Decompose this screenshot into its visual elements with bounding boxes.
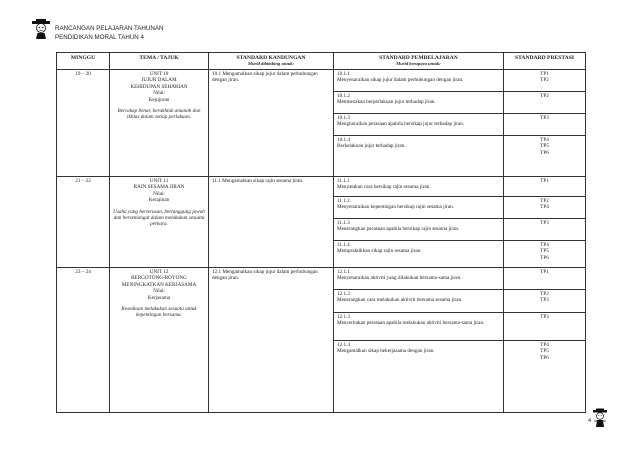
learning-standard-code: 10.1.4 <box>337 137 350 143</box>
performance-standard-item <box>504 70 585 92</box>
header-tema: TEMA / TAJUK <box>110 53 209 70</box>
performance-level: TP5 <box>540 143 549 150</box>
learning-standard-item <box>334 177 503 197</box>
performance-standard-item <box>504 313 585 341</box>
value-name: Kejujuran <box>148 96 170 103</box>
learning-standard-code: 11.1.4 <box>337 242 350 248</box>
learning-standard-item <box>334 219 503 241</box>
unit-title-1: BERGOTONG-ROYONG <box>131 275 187 282</box>
page-header <box>30 20 163 50</box>
performance-level: TP6 <box>540 149 549 156</box>
learning-standard-code: 11.1.1 <box>337 178 350 184</box>
header-standard-pembelajaran: STANDARD PEMBELAJARAN Murid berupaya untuk: <box>334 53 504 70</box>
header-standard-prestasi: STANDARD PRESTASI <box>504 53 586 70</box>
content-standard-cell: 11.1 Mengamalkan sikap rajin sesama jiran. <box>209 177 334 268</box>
performance-standard-item <box>504 114 585 136</box>
performance-standard-cell <box>504 268 586 413</box>
page-footer <box>588 408 608 428</box>
learning-standard-code: 10.1.3 <box>337 115 350 121</box>
value-description: Bercakap benar, berakhlak amanah dan ikhlas dalam setiap perlakuan. <box>117 108 201 121</box>
performance-standard-item <box>504 136 585 166</box>
value-label: Nilai: <box>153 288 165 295</box>
learning-standard-code: 12.1.3 <box>337 314 350 320</box>
learning-standard-item <box>334 92 503 114</box>
learning-standard-code: 12.1.2 <box>337 291 350 297</box>
week-cell: 19 – 20 <box>57 70 110 177</box>
performance-level: TP2 <box>540 291 549 297</box>
header-standard-kandungan: STANDARD KANDUNGAN Murid dibimbing untuk: <box>209 53 334 70</box>
value-label: Nilai: <box>153 90 165 97</box>
header-line2: PENDIDIKAN MORAL TAHUN 4 <box>55 34 144 41</box>
student-mascot-icon <box>592 408 608 428</box>
learning-standard-code: 11.1.3 <box>337 220 350 226</box>
table-row <box>57 177 586 268</box>
value-label: Nilai: <box>153 190 165 197</box>
performance-level: TP4 <box>540 342 549 348</box>
learning-standard-item <box>334 136 503 166</box>
learning-standard-text: Menyatakan cara bersikap rajin sesama jiran. <box>337 184 431 191</box>
learning-standard-text: Menyenaraikan aktiviti yang dilakukan bersama-sama jiran. <box>337 275 462 282</box>
performance-standard-cell <box>504 70 586 177</box>
performance-standard-item <box>504 241 585 267</box>
unit-title-2: MENINGKATKAN KERJASAMA <box>121 281 197 288</box>
performance-level: TP4 <box>540 137 549 143</box>
unit-title-2: KEHIDUPAN SEHARIAN <box>130 83 188 90</box>
theme-cell <box>110 268 209 413</box>
learning-standard-item <box>334 114 503 136</box>
learning-standard-text: Menerangkan perasaan apabila bersikap rajin sesama jiran. <box>337 226 460 233</box>
theme-cell <box>110 177 209 268</box>
learning-standard-code: 10.1.2 <box>337 93 350 99</box>
content-standard-cell: 12.1 Mengamalkan sikap jujur dalam perhubungan dengan jiran. <box>209 268 334 413</box>
performance-level: TP5 <box>540 248 549 255</box>
learning-standard-item <box>334 197 503 219</box>
performance-level: TP1 <box>540 71 549 77</box>
unit-label: UNIT 12 <box>149 269 169 275</box>
performance-level: TP4 <box>540 204 549 211</box>
performance-level: TP3 <box>540 115 549 121</box>
content-standard-cell: 10.1 Mengamalkan sikap jujur dalam perhubungan dengan jiran. <box>209 70 334 177</box>
learning-standard-text: Mengamalkan sikap bekerjasama dengan jiran. <box>337 348 435 355</box>
performance-level: TP2 <box>540 93 549 99</box>
value-name: Kerjasama <box>147 294 171 301</box>
performance-level: TP3 <box>540 314 549 320</box>
performance-standard-item <box>504 219 585 241</box>
unit-title-1: RAIN SESAMA JIRAN <box>133 184 185 191</box>
learning-standard-text: Menerangkan cara melakukan aktiviti bersama sesama jiran. <box>337 297 463 304</box>
week-cell: 23 – 24 <box>57 268 110 413</box>
unit-label: UNIT 10 <box>149 71 169 77</box>
learning-standard-text: Menyenaraikan kepentingan bersikap rajin sesama jiran. <box>337 204 454 211</box>
performance-level: TP6 <box>540 354 549 361</box>
unit-label: UNIT 11 <box>149 178 169 184</box>
table-row <box>57 70 586 177</box>
learning-standard-text: Membezakan berperlakuan jujur terhadap jiran. <box>337 99 436 106</box>
table-header-row <box>57 53 586 70</box>
learning-standard-text: Berkelakuan jujur terhadap jiran. <box>337 143 406 150</box>
learning-standard-item <box>334 313 503 341</box>
learning-standard-code: 11.1.2 <box>337 198 350 204</box>
performance-level: TP3 <box>540 220 549 226</box>
performance-standard-item <box>504 341 585 375</box>
performance-level: TP5 <box>540 348 549 355</box>
learning-standard-item <box>334 241 503 267</box>
learning-standard-cell <box>334 70 504 177</box>
learning-standard-cell <box>334 177 504 268</box>
performance-standard-item <box>504 268 585 290</box>
performance-standard-item <box>504 197 585 219</box>
lesson-plan-table <box>56 52 586 413</box>
learning-standard-code: 12.1.1 <box>337 269 350 275</box>
performance-standard-item <box>504 92 585 114</box>
learning-standard-code: 12.1.4 <box>337 342 350 348</box>
performance-level: TP1 <box>540 178 549 184</box>
value-description: Usaha yang berterusan, bertanggung jawab dan bersemangat dalam melakukan sesuatu perkara. <box>113 208 205 228</box>
value-name: Kerajinan <box>148 197 170 204</box>
performance-level: TP3 <box>540 297 549 304</box>
performance-standard-cell <box>504 177 586 268</box>
value-description: Kesediaan melakukan sesuatu untuk kepentingan bersama. <box>121 306 197 319</box>
performance-level: TP4 <box>540 242 549 248</box>
theme-cell <box>110 70 209 177</box>
learning-standard-cell <box>334 268 504 413</box>
performance-level: TP2 <box>540 77 549 84</box>
unit-title-1: JUJUR DALAM <box>141 77 177 84</box>
learning-standard-item <box>334 341 503 375</box>
learning-standard-item <box>334 70 503 92</box>
header-minggu: MINGGU <box>57 53 110 70</box>
performance-standard-item <box>504 290 585 313</box>
page-number: 4 <box>587 418 591 424</box>
week-cell: 21 – 22 <box>57 177 110 268</box>
student-mascot-icon <box>30 18 52 40</box>
learning-standard-text: Menghuraikan perasaan apabila bersikap jujur terhadap jiran. <box>337 121 465 128</box>
learning-standard-text: Mempraktikkan sikap rajin sesama jiran. <box>337 248 422 255</box>
table-row <box>57 268 586 413</box>
performance-level: TP1 <box>540 269 549 275</box>
learning-standard-item <box>334 268 503 290</box>
learning-standard-code: 10.1.1 <box>337 71 350 77</box>
learning-standard-item <box>334 290 503 313</box>
header-line1: RANCANGAN PELAJARAN TAHUNAN <box>55 25 164 32</box>
performance-standard-item <box>504 177 585 197</box>
learning-standard-text: Menyenaraikan sikap jujur dalam perhubungan dengan jiran. <box>337 77 464 84</box>
performance-level: TP2 <box>540 198 549 204</box>
learning-standard-text: Menceritakan perasaan apabila melakukan aktiviti bersama-sama jiran. <box>337 320 485 327</box>
performance-level: TP6 <box>540 254 549 261</box>
